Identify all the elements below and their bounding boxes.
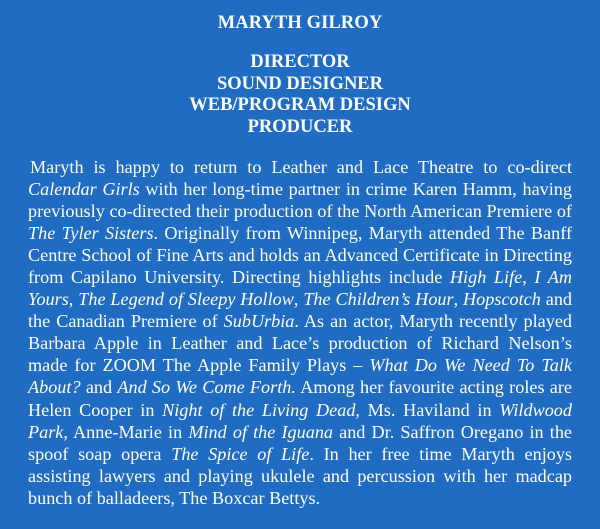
bio-title-run: Wildwood Park bbox=[28, 399, 572, 442]
bio-title-run: The Spice of Life bbox=[171, 443, 310, 464]
bio-text-run: , bbox=[453, 289, 464, 310]
bio-title-run: High Life bbox=[449, 267, 523, 288]
bio-text-run: . Originally from Winnipeg, Maryth attended The Banff Centre School of Fine Arts and holds an Advanced Certificate in Directing from Capilano University. Directing highlights include bbox=[28, 223, 573, 288]
bio-text-run: , bbox=[293, 289, 304, 310]
bio-title-run: SubUrbia bbox=[223, 311, 295, 332]
biography-paragraph bbox=[28, 156, 572, 509]
bio-text-run: and the Canadian Premiere of bbox=[28, 289, 573, 332]
person-name: MARYTH GILROY bbox=[217, 13, 383, 33]
bio-text-run: and Dr. Saffron Oregano in the spoof soap opera bbox=[28, 421, 572, 464]
bio-title-run: The Children’s Hour bbox=[303, 289, 454, 310]
bio-text-run: Among her favourite acting roles are Helen Cooper in bbox=[28, 377, 572, 420]
role-producer: PRODUCER bbox=[247, 116, 353, 137]
bio-title-run: Mind of the Iguana bbox=[188, 421, 334, 442]
bio-title-run: I Am Yours bbox=[28, 267, 573, 310]
bio-text-run: . As an actor, Maryth recently played Barbara Apple in Leather and Lace’s production of Richard Nelson’s made for ZOOM The Apple Family Plays – bbox=[28, 311, 572, 376]
bio-text-run: , bbox=[522, 267, 535, 288]
bio-text-run: . In her free time Maryth enjoys assisting lawyers and playing ukulele and percussion with her madcap bunch of balladeers, The Boxcar Bettys. bbox=[28, 443, 573, 508]
bio-text-run: Maryth is happy to return to Leather and Lace Theatre to co-direct bbox=[30, 157, 572, 177]
bio-text-run: , bbox=[68, 289, 79, 310]
bio-title-run: And So We Come Forth. bbox=[117, 377, 296, 398]
bio-text-run: and bbox=[80, 377, 118, 398]
role-director: DIRECTOR bbox=[250, 52, 350, 72]
bio-title-run: Calendar Girls bbox=[28, 179, 140, 200]
bio-title-run: The Legend of Sleepy Hollow bbox=[78, 289, 294, 310]
bio-text-run: , Ms. Haviland in bbox=[355, 399, 500, 420]
role-sound-designer: SOUND DESIGNER bbox=[216, 73, 384, 94]
bio-title-run: Night of the Living Dead bbox=[162, 399, 356, 420]
roles-list bbox=[28, 52, 572, 138]
role-web-program-design: WEB/PROGRAM DESIGN bbox=[189, 95, 411, 115]
bio-title-run: Hopscotch bbox=[463, 289, 541, 310]
bio-text-run: , Anne-Marie in bbox=[63, 421, 189, 442]
bio-title-run: What Do We Need To Talk About? bbox=[28, 355, 572, 398]
bio-text-run: with her long-time partner in crime Karen Hamm, having previously co-directed their production of the North American Premiere of bbox=[28, 179, 572, 222]
bio-title-run: The Tyler Sisters bbox=[28, 223, 154, 244]
